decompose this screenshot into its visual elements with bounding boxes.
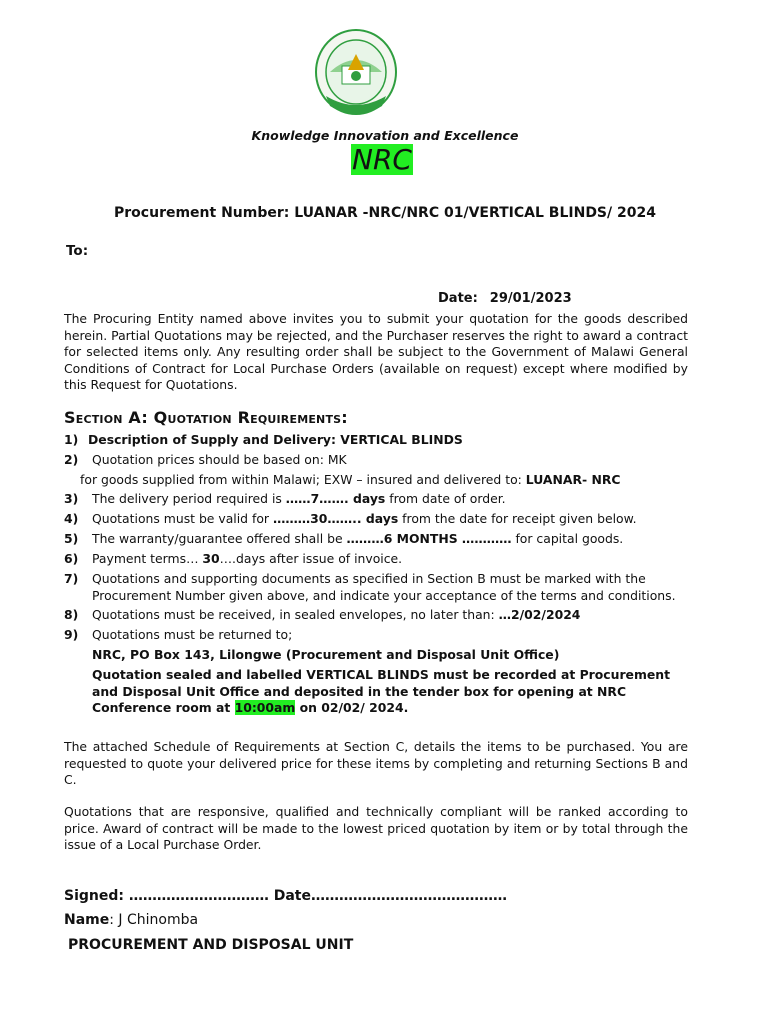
intro-paragraph: The Procuring Entity named above invites you to submit your quotation for the goods described herein. Partial Quotations may be rejected, and the Purchaser reserves the right to award a contract for selected items only. Any resulting order shall be subject to the Government of Malawi General Conditions of Contract for Local Purchase Orders (available on request) except where modified by this Request for Quotations.	[64, 311, 688, 392]
item-number: 4)	[64, 511, 79, 526]
delivery-period: ……7……. days	[285, 491, 386, 506]
item-text	[92, 491, 702, 508]
date-line	[438, 291, 572, 306]
item-number: 5)	[64, 531, 79, 546]
list-item	[64, 452, 704, 488]
item-pre: Quotations must be valid for	[92, 511, 273, 526]
item-subline	[80, 472, 690, 489]
item-number: 8)	[64, 607, 79, 622]
warranty-period: ………6 MONTHS …………	[346, 531, 512, 546]
unit-footer: PROCUREMENT AND DISPOSAL UNIT	[68, 937, 354, 953]
item-number: 9)	[64, 627, 79, 642]
item-pre: Quotations must be received, in sealed envelopes, no later than:	[92, 607, 499, 622]
section-a-heading: Section A: Quotation Requirements:	[64, 408, 348, 427]
sealed-note	[92, 667, 688, 717]
payment-days: 30	[202, 551, 220, 566]
list-item	[64, 571, 704, 605]
item-number: 1)	[64, 432, 79, 447]
schedule-paragraph: The attached Schedule of Requirements at Section C, details the items to be purchased. You are requested to quote your delivered price for these items by completing and returning Sections B and C.	[64, 739, 688, 787]
signature-line: Signed: ………………………… Date……………………………………	[64, 888, 507, 904]
item-number: 2)	[64, 452, 79, 467]
item-text: Quotations must be returned to;	[92, 627, 293, 642]
item-text	[92, 607, 702, 624]
item-pre: The warranty/guarantee offered shall be	[92, 531, 347, 546]
name-value: : J Chinomba	[109, 912, 199, 928]
nrc-title: NRC	[352, 143, 412, 176]
deadline-date: …2/02/2024	[498, 607, 581, 622]
sealed-note-text: Quotation sealed and labelled VERTICAL BLINDS must be recorded at Procurement and Disposal Unit Office and deposited in the tender box for opening at NRC Conference room at	[92, 667, 671, 715]
to-label: To:	[66, 243, 89, 259]
item-pre: Payment terms…	[92, 551, 203, 566]
return-address: NRC, PO Box 143, Lilongwe (Procurement and Disposal Unit Office)	[92, 647, 560, 662]
item-subline-text: for goods supplied from within Malawi; EXW – insured and delivered to:	[80, 472, 526, 487]
name-label: Name	[64, 912, 110, 928]
item-text	[92, 551, 702, 568]
sealed-note-date: on 02/02/ 2024.	[295, 700, 409, 715]
item-text	[92, 511, 702, 528]
university-logo	[304, 26, 408, 124]
item-text: Quotations and supporting documents as specified in Section B must be marked with the Procurement Number given above, and indicate your acceptance of the terms and conditions.	[92, 571, 676, 603]
item-text: Quotation prices should be based on: MK	[92, 452, 347, 467]
item-text	[92, 531, 702, 548]
item-pre: The delivery period required is	[92, 491, 286, 506]
opening-time: 10:00am	[234, 700, 296, 715]
date-value: 29/01/2023	[489, 291, 572, 306]
item-post: from date of order.	[385, 491, 506, 506]
item-text: Description of Supply and Delivery: VERTICAL BLINDS	[88, 432, 463, 447]
delivery-destination: LUANAR- NRC	[525, 472, 621, 487]
date-label: Date:	[438, 291, 478, 306]
item-post: from the date for receipt given below.	[398, 511, 637, 526]
item-number: 3)	[64, 491, 79, 506]
item-number: 6)	[64, 551, 79, 566]
procurement-number: Procurement Number: LUANAR -NRC/NRC 01/VERTICAL BLINDS/ 2024	[114, 205, 656, 221]
motto: Knowledge Innovation and Excellence	[251, 128, 519, 143]
item-post: ….days after issue of invoice.	[219, 551, 403, 566]
item-post: for capital goods.	[511, 531, 624, 546]
item-number: 7)	[64, 571, 79, 586]
validity-period: ………30…….. days	[272, 511, 399, 526]
award-paragraph: Quotations that are responsive, qualified and technically compliant will be ranked according to price. Award of contract will be made to the lowest priced quotation by item or by total through the issue of a Local Purchase Order.	[64, 804, 688, 852]
name-line	[64, 912, 198, 928]
